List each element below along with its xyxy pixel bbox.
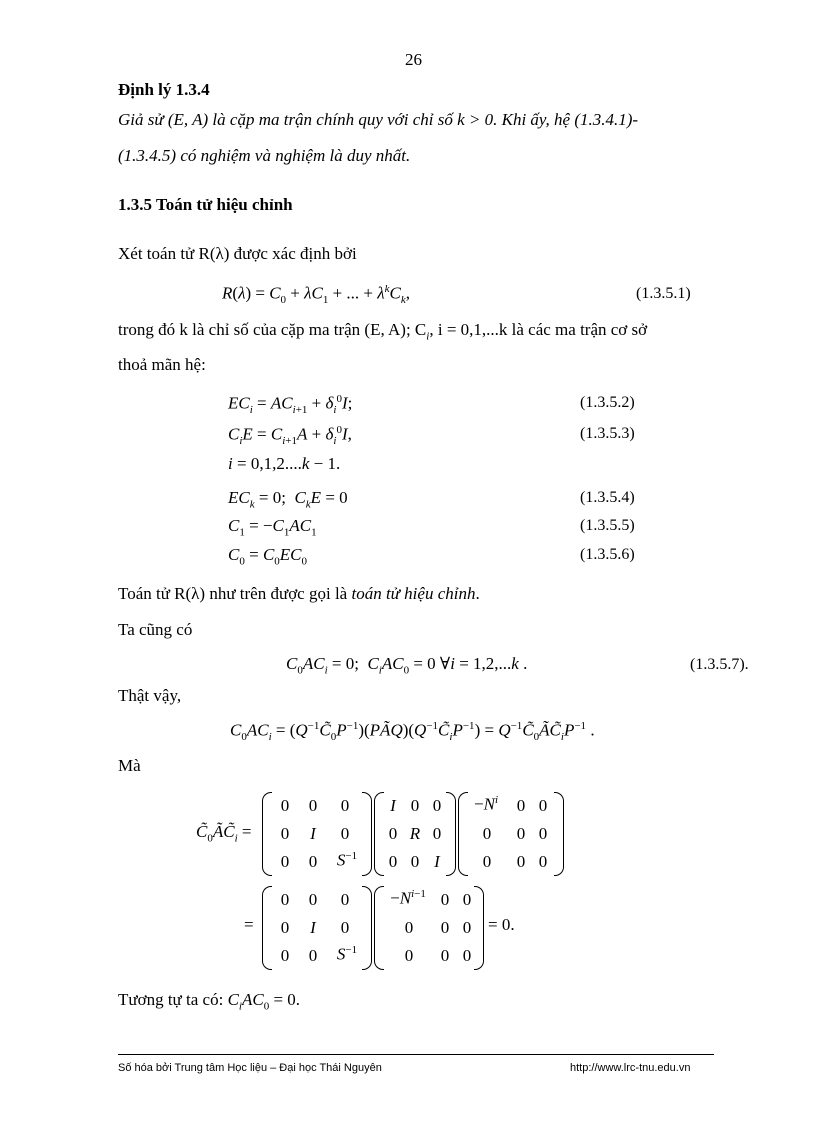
equation-7: $C_0AC_i = 0$; $C_iAC_0 = 0$ ∀i = 1,2,...k .: [286, 654, 528, 677]
footer-source: Số hóa bởi Trung tâm Học liệu – Đại học Thái Nguyên: [118, 1062, 382, 1074]
matrix-1: 0 0 0 0 I 0 0 0 $S^{-1}$: [262, 792, 372, 876]
equation-label-6: (1.3.5.6): [580, 546, 635, 563]
matrix-lhs: $C̃_0ÃC̃_i$ =: [196, 822, 252, 845]
equation-4: $EC_k = 0$; $C_kE = 0$: [228, 488, 348, 511]
paragraph-also: Ta cũng có: [118, 620, 193, 639]
paragraph-but: Mà: [118, 756, 141, 775]
section-title: 1.3.5 Toán tử hiệu chỉnh: [118, 195, 293, 214]
theorem-line-2: (1.3.4.5) có nghiệm và nghiệm là duy nhất.: [118, 146, 411, 165]
matrix-5: $-N^{i-1}$ 0 0 0 0 0 0 0 0: [374, 886, 484, 970]
equation-2: $EC_i = AC_{i+1} + \delta_i^0I$;: [228, 393, 353, 417]
matrix-3: $-N^i$ 0 0 0 0 0 0 0 0: [458, 792, 564, 876]
paragraph-system: thoả mãn hệ:: [118, 355, 206, 374]
equation-product: $C_0AC_i$ = $(Q^{-1}C̃_0P^{-1})(PÃQ)(Q^{-1}C̃_iP^{-1})$ = $Q^{-1}C̃_0ÃC̃_iP^{-1}$ .: [230, 720, 595, 744]
equation-6: $C_0 = C_0EC_0$: [228, 545, 308, 568]
page-number: 26: [405, 50, 422, 69]
paragraph-definition: Toán tử R(λ) như trên được gọi là toán tử hiệu chỉnh.: [118, 584, 480, 603]
paragraph-basis: trong đó k là chỉ số của cặp ma trận (E, A); $C_i$, i = 0,1,...k là các ma trận cơ sở: [118, 320, 648, 343]
theorem-title: Định lý 1.3.4: [118, 80, 210, 99]
footer-url[interactable]: http://www.lrc-tnu.edu.vn: [570, 1062, 691, 1074]
paragraph-intro: Xét toán tử R(λ) được xác định bởi: [118, 244, 357, 263]
equation-index-range: i = 0,1,2....k − 1.: [228, 454, 341, 473]
equation-label-4: (1.3.5.4): [580, 489, 635, 506]
equation-label-2: (1.3.5.2): [580, 394, 635, 411]
footer-divider: [118, 1054, 714, 1055]
theorem-line-1: Giả sử (E, A) là cặp ma trận chính quy với chỉ số k > 0. Khi ấy, hệ (1.3.4.1)-: [118, 110, 639, 129]
paragraph-indeed: Thật vậy,: [118, 686, 182, 705]
matrix-2: I 0 0 0 R 0 0 0 I: [374, 792, 456, 876]
equation-3: $C_iE = C_{i+1}A + \delta_i^0I$,: [228, 424, 352, 448]
equation-label-7: (1.3.5.7).: [690, 656, 749, 673]
paragraph-similarly: Tương tự ta có: $C_iAC_0 = 0$.: [118, 990, 301, 1013]
equation-5: $C_1 = -C_1AC_1$: [228, 516, 317, 539]
equation-resolvent: $R(\lambda) = C_0 + \lambda C_1$ + ... + $\lambda^kC_k$,: [222, 283, 411, 307]
matrix-4: 0 0 0 0 I 0 0 0 $S^{-1}$: [262, 886, 372, 970]
equals-sign: =: [244, 915, 254, 934]
equation-label-1: (1.3.5.1): [636, 285, 691, 302]
equation-label-5: (1.3.5.5): [580, 517, 635, 534]
equation-label-3: (1.3.5.3): [580, 425, 635, 442]
result-zero: = 0.: [488, 915, 515, 934]
